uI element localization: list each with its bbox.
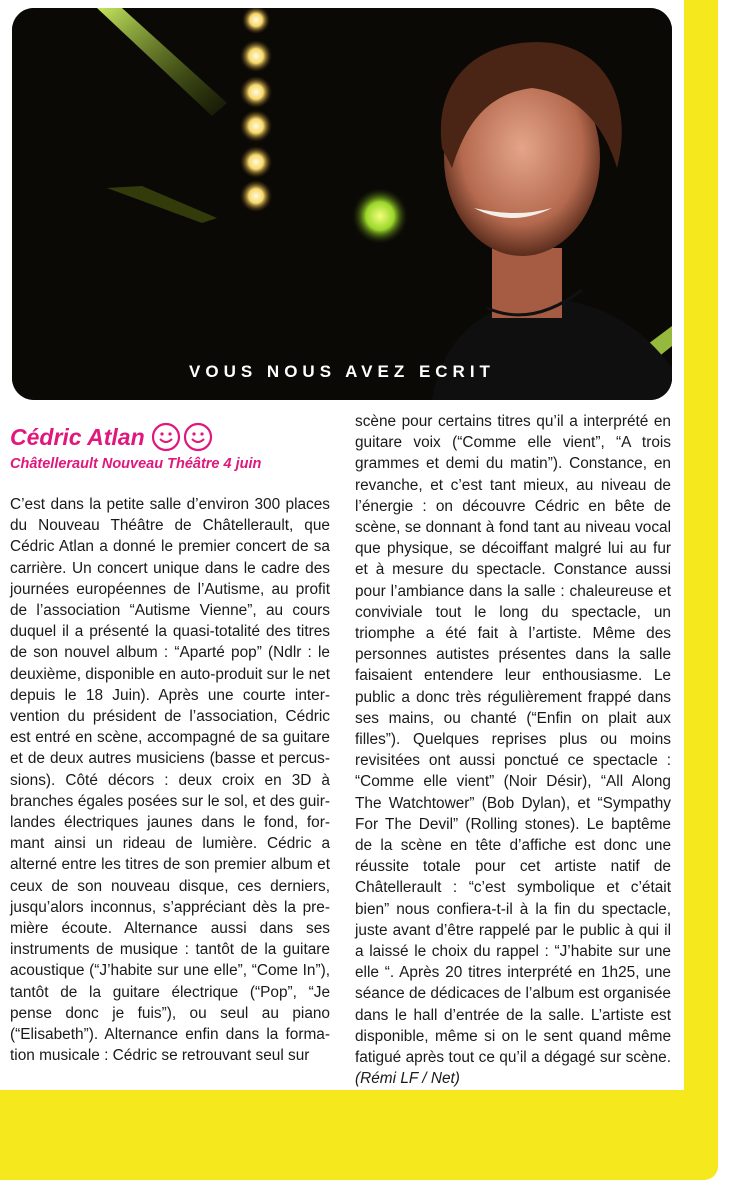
article-left-column xyxy=(10,494,330,1066)
rating-smileys xyxy=(151,422,213,452)
right-column-paragraph xyxy=(355,411,671,1090)
left-column-text: C’est dans la petite salle d’environ 300 places du Nouveau Théâtre de Châtellerault, que Cédric Atlan a donné le premier concert de sa carrière. Un concert unique dans le cadre des journées européennes de l’Autisme, au profit de l’association “Autisme Vienne”, au cours duquel il a présenté la quasi-totalité des titres de son nouvel album : “Aparté pop” (Ndlr : le deuxième, disponible en auto-produit sur le net depuis le 18 Juin). Après une courte intervention du président de l’association, Cédric est entré en scène, accompagné de sa guitare et de deux autres musiciens (basse et percussions). Côté décors : deux croix en 3D à branches égales posées sur le sol, et des guirlandes électriques jaunes dans le fond, formant ainsi un rideau de lumière. Cédric a alterné entre les titres de son premier album et ceux de son nouveau disque, ces derniers, jusqu’alors inconnus, s’appréciant dès la première écoute. Alternance aussi dans ses instruments de musique : tantôt de la guitare acoustique (“J’habite sur une elle”, “Come In”), tantôt de la guitare électrique (“Pop”, “Je pense donc je fuis”), ou seul au piano (“Elisabeth”). Alternance enfin dans la formation musicale : Cédric se retrouvant seul sur xyxy=(10,496,330,1065)
singer-on-stage-image xyxy=(12,8,672,400)
yellow-frame-bottom xyxy=(0,1090,718,1180)
article-subtitle: Châtellerault Nouveau Théâtre 4 juin xyxy=(10,456,262,472)
smiley-icon xyxy=(183,422,213,452)
author-credit: (Rémi LF / Net) xyxy=(355,1070,460,1088)
article-right-column xyxy=(355,411,671,1090)
article-title: Cédric Atlan xyxy=(10,423,145,450)
yellow-frame-right xyxy=(684,0,718,1120)
right-column-text: scène pour certains titres qu’il a interprété en guitare voix (“Comme elle vient”, “A trois grammes et demi du matin”). Constance, en revanche, et c’est tant mieux, au niveau de l’énergie : on découvre Cédric en bête de scène, se donnant à fond tant au niveau vocal que physique, se décoiffant malgré lui au fur et à mesure du spectacle. Constance aussi pour l’ambiance dans la salle : chaleureuse et conviviale tout le long du spectacle, un triomphe a été fait à l’artiste. Même des personnes autistes présentes dans la salle faisaient entendere leur enthousiasme. Le public a donc très régulièrement frappé dans ses mains, ou chanté (“Enfin on plait aux filles”). Quelques reprises plus ou moins revisitées ont aussi ponctué ce spectacle : “Comme elle vient” (Noir Désir), “All Along The Watchtower” (Bob Dylan), et “Sympathy For The Devil” (Rolling stones). Le baptême de la scène en tête d’affiche est donc une réussite totale pour cet artiste natif de Châtellerault : “c’est symbolique et c’était bien” nous confiera-t-il à la fin du spectacle, juste avant d’être rappelé par le public à qui il a laissé le choix du rappel : “J’habite sur une elle “. Après 20 titres interprété en 1h25, une séance de dédicaces de l’album est organisée dans le hall d’entrée de la salle. L’artiste est disponible, même si on le sent quand même fatigué après tout ce qu’il a dégagé sur scène. xyxy=(355,413,671,1067)
photo-caption: VOUS NOUS AVEZ ECRIT xyxy=(189,362,495,381)
smiley-icon xyxy=(151,422,181,452)
article-title-row xyxy=(10,422,213,452)
concert-photo xyxy=(12,8,672,400)
